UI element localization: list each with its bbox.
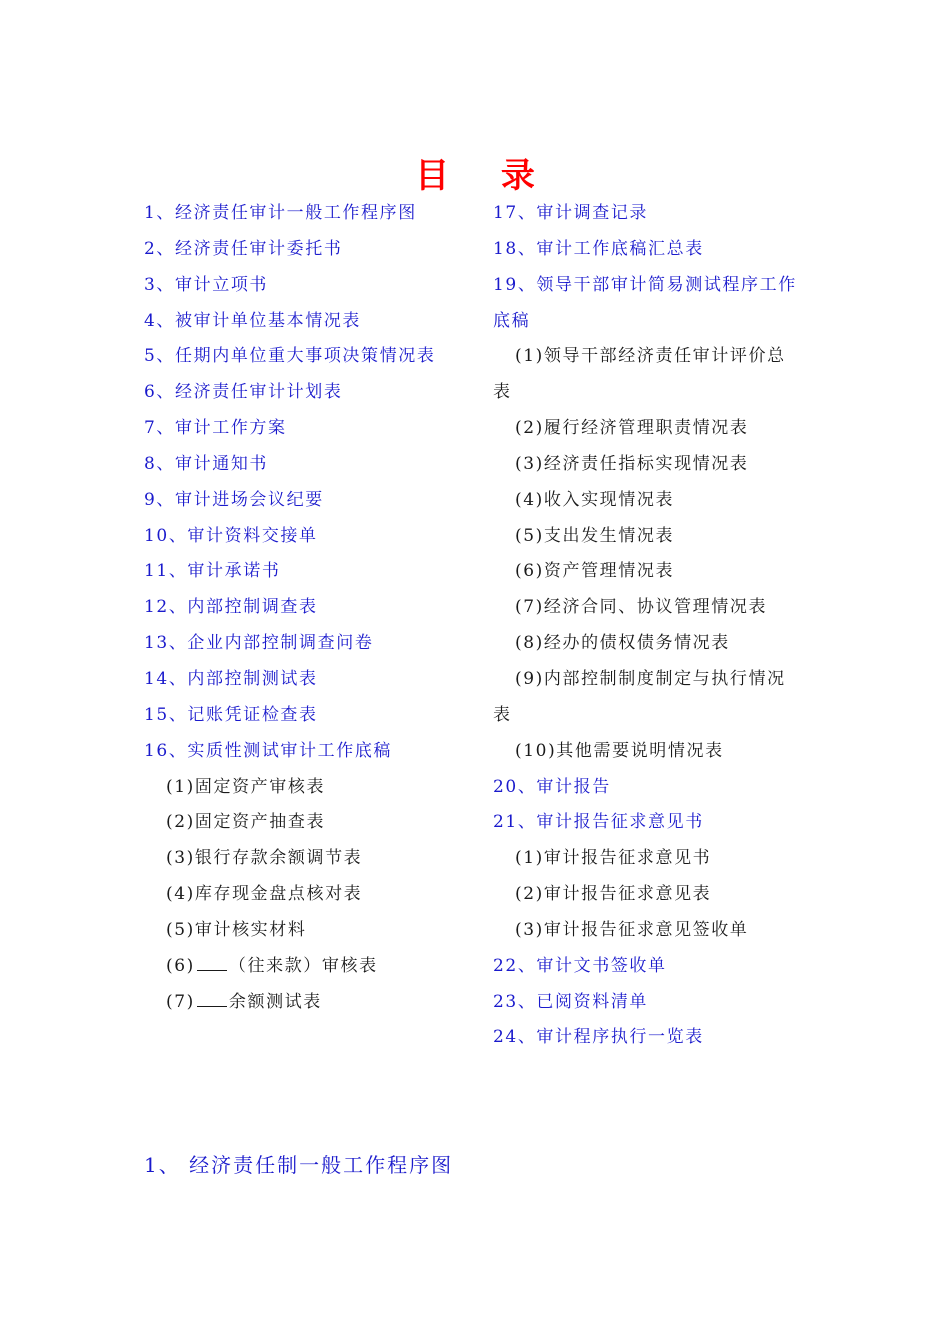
toc-item[interactable] <box>493 304 803 340</box>
toc-item[interactable] <box>493 949 803 985</box>
toc-item[interactable] <box>144 519 464 555</box>
page-title: 目 录 <box>415 156 555 196</box>
toc-item <box>493 519 803 555</box>
toc-subitem-label: (3)经济责任指标实现情况表 <box>515 453 749 474</box>
toc-item-label: 12、内部控制调查表 <box>144 597 318 618</box>
toc-item[interactable] <box>144 662 464 698</box>
toc-item <box>493 841 803 877</box>
toc-item <box>144 805 464 841</box>
toc-subitem-label: （往来款）审核表 <box>228 955 378 976</box>
toc-item-label: 4、被审计单位基本情况表 <box>144 310 362 331</box>
toc-item <box>493 447 803 483</box>
toc-item-label: 21、审计报告征求意见书 <box>493 812 704 833</box>
toc-item <box>493 339 803 375</box>
toc-subitem-label: (1)审计报告征求意见书 <box>515 848 712 869</box>
toc-item[interactable] <box>493 232 803 268</box>
toc-item <box>144 985 464 1021</box>
toc-item <box>144 877 464 913</box>
toc-subitem-label: (5)支出发生情况表 <box>515 525 675 546</box>
toc-item <box>493 698 803 734</box>
toc-item-label: 17、审计调查记录 <box>493 203 649 223</box>
toc-subitem-label: (2)固定资产抽查表 <box>166 812 326 833</box>
toc-subitem-label: (5)审计核实材料 <box>166 919 307 940</box>
toc-item-label: 24、审计程序执行一览表 <box>493 1027 704 1048</box>
toc-subitem-label: (2)审计报告征求意见表 <box>515 884 712 905</box>
toc-item <box>493 590 803 626</box>
toc-left-column <box>144 196 464 1020</box>
toc-item[interactable] <box>493 268 803 304</box>
fill-in-blank <box>197 956 227 971</box>
toc-item <box>144 949 464 985</box>
toc-item[interactable] <box>144 626 464 662</box>
toc-item <box>144 913 464 949</box>
toc-item[interactable] <box>144 447 464 483</box>
toc-item[interactable] <box>144 339 464 375</box>
toc-subitem-label: (2)履行经济管理职责情况表 <box>515 418 749 439</box>
toc-item-label: 13、企业内部控制调查问卷 <box>144 633 374 654</box>
toc-subitem-label: (4)收入实现情况表 <box>515 489 675 510</box>
toc-item <box>493 877 803 913</box>
toc-item[interactable] <box>144 554 464 590</box>
toc-item[interactable] <box>144 734 464 770</box>
toc-item <box>493 554 803 590</box>
toc-item-label: 5、任期内单位重大事项决策情况表 <box>144 346 436 367</box>
fill-in-blank <box>197 992 227 1007</box>
toc-item-label: 1、经济责任审计一般工作程序图 <box>144 203 417 223</box>
toc-item[interactable] <box>144 304 464 340</box>
toc-item[interactable] <box>493 770 803 806</box>
toc-item[interactable] <box>144 590 464 626</box>
toc-item-label: 3、审计立项书 <box>144 274 269 295</box>
toc-item[interactable] <box>144 232 464 268</box>
toc-item <box>493 913 803 949</box>
toc-subitem-number: (7) <box>166 991 195 1012</box>
toc-subitem-label: 余额测试表 <box>228 991 322 1012</box>
toc-item-label: 19、领导干部审计简易测试程序工作 <box>493 274 797 295</box>
toc-item-label: 底稿 <box>493 310 531 331</box>
toc-item <box>493 375 803 411</box>
toc-item <box>493 662 803 698</box>
toc-item-label: 23、已阅资料清单 <box>493 991 649 1012</box>
toc-subitem-label: (10)其他需要说明情况表 <box>515 740 724 761</box>
toc-item-label: 8、审计通知书 <box>144 453 269 474</box>
toc-subitem-continuation: 表 <box>493 704 512 725</box>
toc-item[interactable] <box>144 411 464 447</box>
toc-subitem-label: (4)库存现金盘点核对表 <box>166 884 363 905</box>
toc-item-label: 11、审计承诺书 <box>144 561 281 582</box>
toc-item-label: 22、审计文书签收单 <box>493 955 667 976</box>
toc-item[interactable] <box>493 985 803 1021</box>
toc-item <box>144 770 464 806</box>
section-heading: 1、 经济责任制一般工作程序图 <box>144 1153 454 1177</box>
toc-subitem-continuation: 表 <box>493 382 512 403</box>
toc-subitem-label: (1)领导干部经济责任审计评价总 <box>515 346 786 367</box>
toc-subitem-label: (9)内部控制制度制定与执行情况 <box>515 668 786 689</box>
toc-item-label: 6、经济责任审计计划表 <box>144 382 343 403</box>
toc-item-label: 14、内部控制测试表 <box>144 668 318 689</box>
toc-item-label: 20、审计报告 <box>493 776 611 797</box>
toc-item[interactable] <box>144 375 464 411</box>
toc-item-label: 2、经济责任审计委托书 <box>144 238 343 259</box>
toc-item[interactable] <box>493 805 803 841</box>
toc-item <box>493 734 803 770</box>
toc-item[interactable] <box>493 196 803 232</box>
toc-subitem-label: (7)经济合同、协议管理情况表 <box>515 597 768 618</box>
toc-item-label: 16、实质性测试审计工作底稿 <box>144 740 393 761</box>
toc-item <box>493 411 803 447</box>
toc-item-label: 9、审计进场会议纪要 <box>144 489 324 510</box>
toc-item-label: 7、审计工作方案 <box>144 418 287 439</box>
toc-subitem-number: (6) <box>166 955 195 976</box>
toc-item-label: 18、审计工作底稿汇总表 <box>493 238 704 259</box>
toc-item[interactable] <box>144 196 464 232</box>
toc-item-label: 10、审计资料交接单 <box>144 525 318 546</box>
toc-item <box>493 626 803 662</box>
toc-item <box>493 483 803 519</box>
toc-item[interactable] <box>144 698 464 734</box>
toc-item[interactable] <box>493 1020 803 1056</box>
toc-item <box>144 841 464 877</box>
toc-item-label: 15、记账凭证检查表 <box>144 704 318 725</box>
toc-right-column <box>493 196 803 1056</box>
toc-subitem-label: (1)固定资产审核表 <box>166 776 326 797</box>
toc-subitem-label: (6)资产管理情况表 <box>515 561 675 582</box>
toc-subitem-label: (3)银行存款余额调节表 <box>166 848 363 869</box>
toc-subitem-label: (8)经办的债权债务情况表 <box>515 633 730 654</box>
toc-subitem-label: (3)审计报告征求意见签收单 <box>515 919 749 940</box>
toc-item[interactable] <box>144 483 464 519</box>
toc-item[interactable] <box>144 268 464 304</box>
